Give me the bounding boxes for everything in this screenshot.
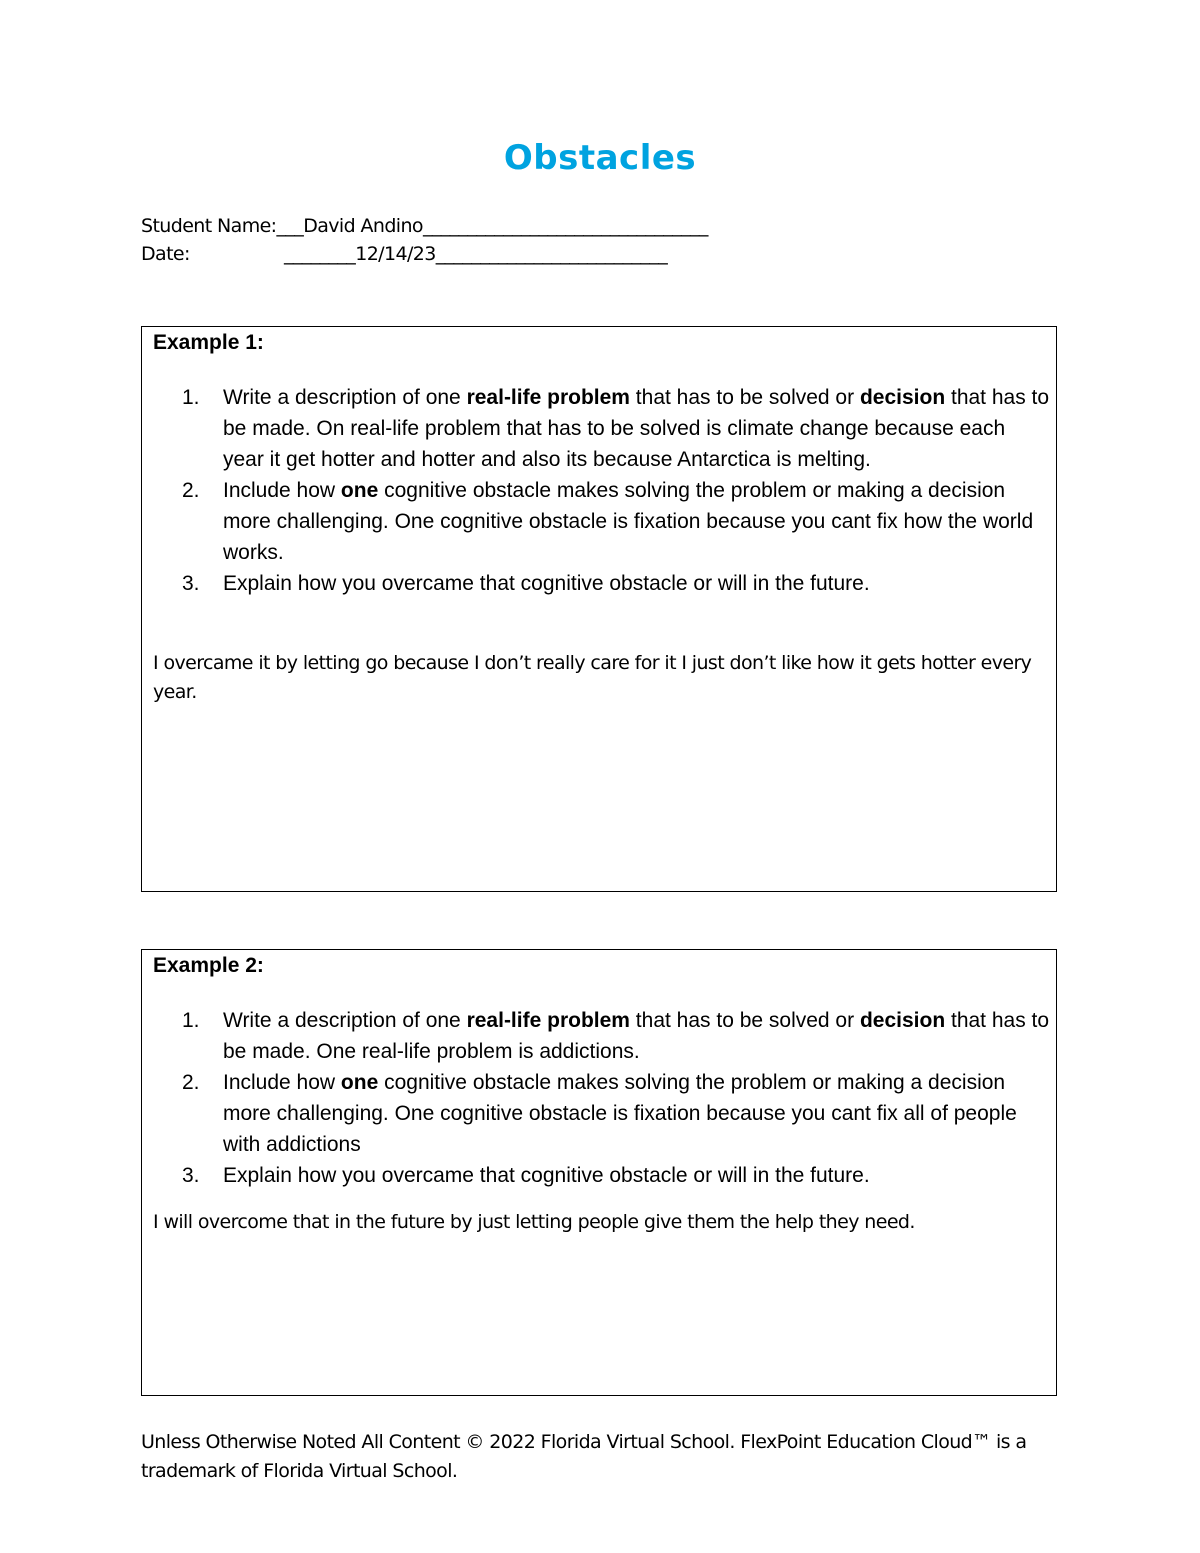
example-1-answer: I overcame it by letting go because I don’t really care for it I just don’t like how it gets hotter every year. (153, 652, 1032, 703)
list-item (182, 1067, 1050, 1160)
list-item-text: Write a description of one real-life problem that has to be solved or decision that has to be made. One real-life problem is addictions. (223, 1009, 1050, 1063)
list-item-text: Write a description of one real-life problem that has to be solved or decision that has to be made. On real-life problem that has to be solved is climate change because each year it get hotter and hotter and also its because Antarctica is melting. (223, 386, 1050, 471)
copyright-footer: Unless Otherwise Noted All Content © 2022 Florida Virtual School. FlexPoint Education Cloud™ is a trademark of Florida Virtual School. (141, 1431, 1027, 1482)
student-name-label: Student Name: (141, 215, 277, 237)
list-item (182, 568, 1050, 599)
list-item-number: 3. (182, 1164, 200, 1187)
example-1-heading: Example 1: (153, 331, 264, 354)
example-1-list (182, 382, 1050, 599)
list-item-number: 2. (182, 1071, 200, 1094)
student-name-line (141, 215, 708, 237)
list-item-number: 2. (182, 479, 200, 502)
list-item-number: 1. (182, 386, 200, 409)
date-line (141, 243, 667, 265)
example-2-answer: I will overcome that in the future by just letting people give them the help they need. (153, 1211, 915, 1233)
list-item (182, 475, 1050, 568)
page-title: Obstacles (503, 138, 697, 178)
date-label: Date: (141, 243, 190, 265)
student-name-value: ___David Andino________________________________ (276, 215, 708, 237)
list-item-number: 1. (182, 1009, 200, 1032)
example-1-box (141, 326, 1057, 892)
list-item-text: Explain how you overcame that cognitive obstacle or will in the future. (223, 1164, 870, 1187)
list-item (182, 382, 1050, 475)
example-2-heading: Example 2: (153, 954, 264, 977)
list-item-number: 3. (182, 572, 200, 595)
list-item-text: Include how one cognitive obstacle makes solving the problem or making a decision more challenging. One cognitive obstacle is fixation because you cant fix how the world works. (223, 479, 1034, 564)
list-item (182, 1160, 1050, 1191)
date-value: ________12/14/23__________________________ (284, 243, 668, 265)
example-2-box (141, 949, 1057, 1396)
list-item-text: Explain how you overcame that cognitive obstacle or will in the future. (223, 572, 870, 595)
list-item (182, 1005, 1050, 1067)
example-2-list (182, 1005, 1050, 1191)
list-item-text: Include how one cognitive obstacle makes solving the problem or making a decision more challenging. One cognitive obstacle is fixation because you cant fix all of people with addictions (223, 1071, 1017, 1156)
